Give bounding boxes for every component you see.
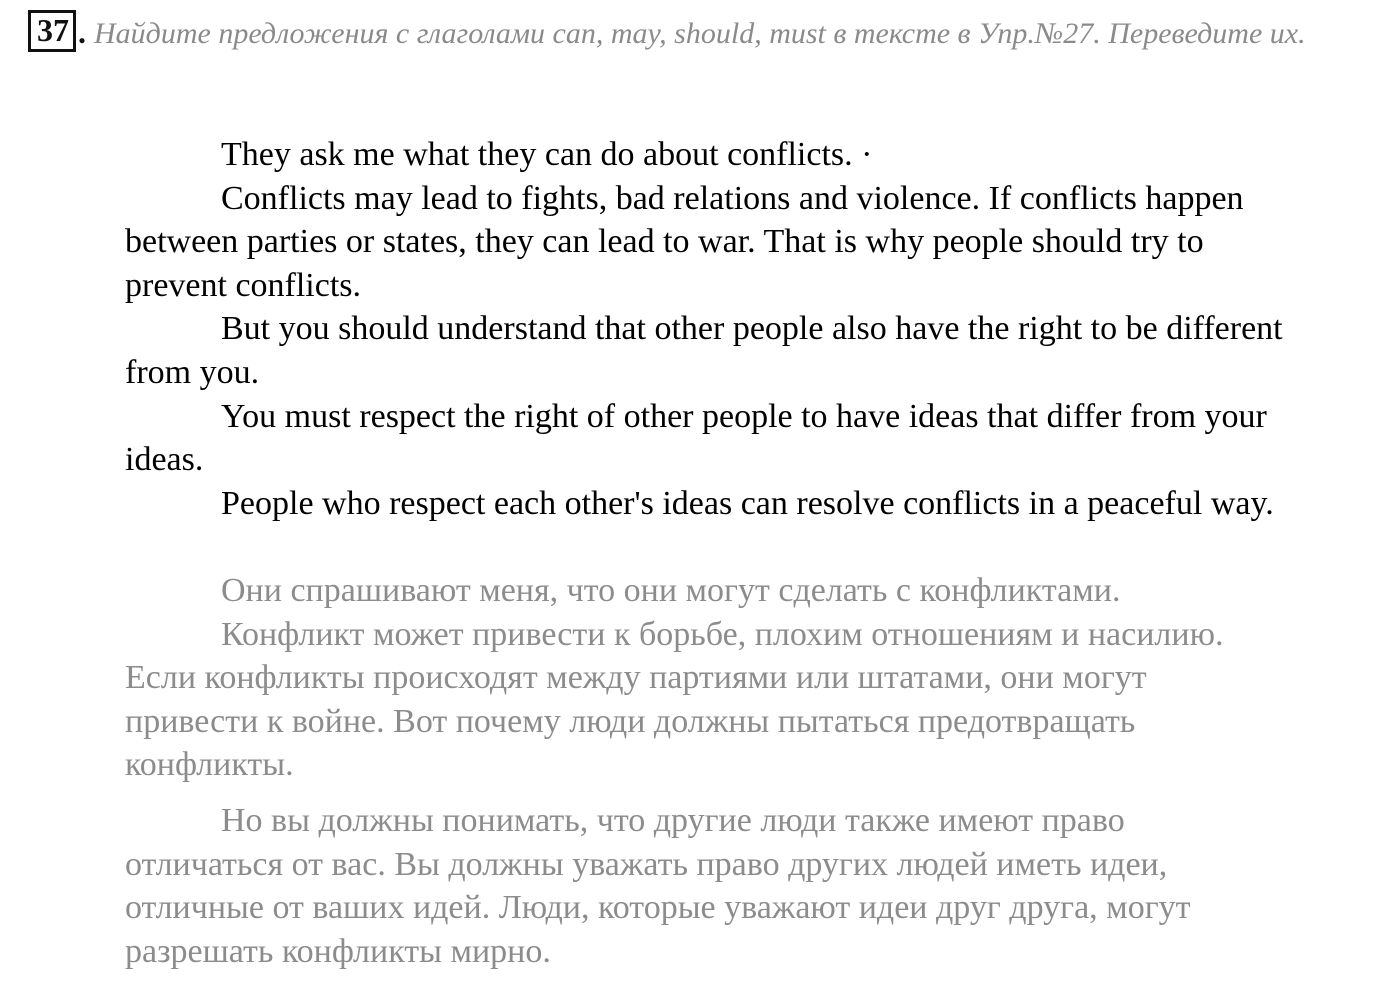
russian-paragraph-1: Они спрашивают меня, что они могут сделать с конфликтами. bbox=[221, 572, 1121, 609]
english-text-block bbox=[125, 133, 1285, 525]
english-paragraph-4: You must respect the right of other people to have ideas that differ from your ideas. bbox=[125, 397, 1267, 479]
english-paragraph-5: People who respect each other's ideas can resolve conflicts in a peaceful way. bbox=[221, 484, 1274, 522]
russian-paragraph-2: Конфликт может привести к борьбе, плохим отношениям и насилию. Если конфликты происходят между партиями или штатами, они могут привести к войне. Вот почему люди должны пытаться предотвращать конфликты. bbox=[125, 615, 1224, 784]
english-paragraph-3: But you should understand that other people also have the right to be different from you. bbox=[125, 310, 1283, 391]
english-paragraph-2: Conflicts may lead to fights, bad relations and violence. If conflicts happen between parties or states, they can lead to war. That is why people should try to prevent conflicts. bbox=[125, 179, 1244, 304]
task-number-dot: . bbox=[78, 14, 86, 50]
task-number-box: 37 bbox=[28, 10, 76, 52]
russian-translation-block bbox=[125, 569, 1285, 973]
russian-paragraph-3: Но вы должны понимать, что другие люди также имеют право отличаться от вас. Вы должны уважать право других людей иметь идеи, отличные от ваших идей. Люди, которые уважают идеи друг друга, могут разрешать конфликты мирно. bbox=[125, 801, 1191, 970]
task-header bbox=[28, 10, 1368, 54]
task-instruction: Найдите предложения с глаголами can, may, should, must в тексте в Упр.№27. Переведите их. bbox=[94, 17, 1306, 50]
english-paragraph-1: They ask me what they can do about conflicts. · bbox=[221, 136, 873, 173]
